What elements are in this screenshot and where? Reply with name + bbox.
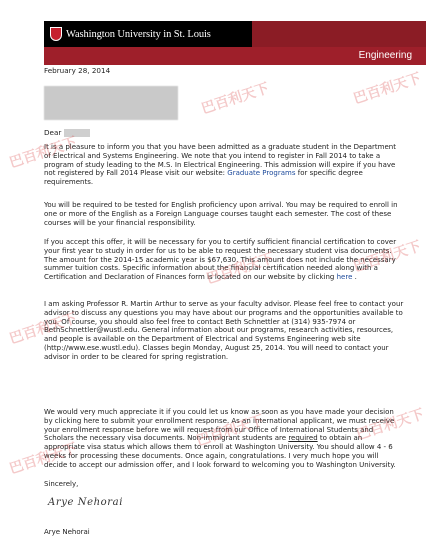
- closing: Sincerely,: [44, 480, 79, 488]
- department-name: Engineering: [358, 50, 412, 61]
- watermark-right-bottom: 巴百利天下: [354, 406, 427, 444]
- required-underlined: required: [288, 434, 318, 443]
- p1-text-a: It is a pleasure to inform you that you have been admitted as a graduate student in the Department of Electrical and Systems Engineering. We note that you intend to register in Fall 2014 to take a program of study leading to the M.S. In Electrical Engineering. This admission will expire if you have not registered by Fall 2014 Please visit our website:: [44, 143, 396, 178]
- paragraph-advisor: I am asking Professor R. Martin Arthur to serve as your faculty advisor. Please feel free to contact your advisor to discuss any questions you may have about our programs and the opportunities available to you. Of course, you should also feel free to contact Beth Schnettler at (314) 935-7974 or BethSchnettler@wustl.edu. General information about our programs, research activities, resources, and people is available on the Department of Electrical and Systems Engineering web site (http://www.ese.wustl.edu). Classes begin Monday, August 25, 2014. You will need to contact your advisor in order to be cleared for spring registration.: [44, 300, 404, 361]
- redacted-address: [44, 86, 178, 120]
- watermark-center-bottom: 巴百利天下: [194, 412, 267, 450]
- paragraph-admission: [44, 143, 404, 187]
- p1-text-b: for specific degree requirements.: [44, 169, 363, 187]
- letter-date: February 28, 2014: [44, 66, 111, 75]
- paragraph-response: [44, 408, 404, 470]
- p5-text-a: We would very much appreciate it if you could let us know as soon as you have made your decision by clicking here to submit your enrollment response. As an international applicant, we must receive your enrollment response before we will request from our Office of International Students and Scholars the necessary visa documents. Non-immigrant students are: [44, 408, 395, 443]
- university-name: Washington University in St. Louis: [66, 28, 211, 40]
- paragraph-english: You will be required to be tested for English proficiency upon arrival. You may be required to enroll in one or more of the English as a Foreign Language courses taught each semester. The cost of these courses will be your financial responsibility.: [44, 201, 398, 227]
- paragraph-financial: [44, 238, 404, 282]
- salutation-text: Dear: [44, 128, 62, 137]
- salutation: [44, 128, 90, 137]
- handwritten-signature: Arye Nehorai: [48, 497, 124, 508]
- p5-text-b: to obtain an appropriate visa status which allows them to enroll at Washington University. You should allow 4 - 6 weeks for processing these documents. Once again, congratulations. I very much hope you will decide to accept our admission offer, and I look forward to welcoming you to Washington University.: [44, 434, 396, 469]
- signer-name: Arye Nehorai: [44, 528, 90, 536]
- watermark-left-top: 巴百利天下: [7, 134, 80, 172]
- watermark-right-top: 巴百利天下: [351, 70, 424, 108]
- letterhead: [44, 21, 426, 61]
- financial-here-link[interactable]: here: [336, 273, 353, 282]
- graduate-programs-link[interactable]: Graduate Programs: [227, 169, 296, 178]
- watermark-center-mid: 巴百利天下: [204, 250, 277, 288]
- university-logo: [44, 21, 252, 47]
- watermark-center-top: 巴百利天下: [199, 80, 272, 118]
- department-band: [44, 47, 426, 65]
- shield-icon: [50, 27, 62, 41]
- p3-text-a: If you accept this offer, it will be necessary for you to certify sufficient financial certification to cover your first year to study in order for us to be able to request the necessary student visa documents. The amount for the 2014-15 academic year is $67,630. This amount does not include the necessary summer tuition costs. Specific information about the financial certification needed along with a Certification and Declaration of Finances form is located on our website by clicking: [44, 238, 397, 282]
- watermark-left-bottom: 巴百利天下: [7, 440, 80, 478]
- p3-text-b: .: [352, 273, 357, 282]
- watermark-left-mid: 巴百利天下: [7, 310, 80, 348]
- redacted-name: [64, 129, 90, 137]
- watermark-right-mid: 巴百利天下: [351, 238, 424, 276]
